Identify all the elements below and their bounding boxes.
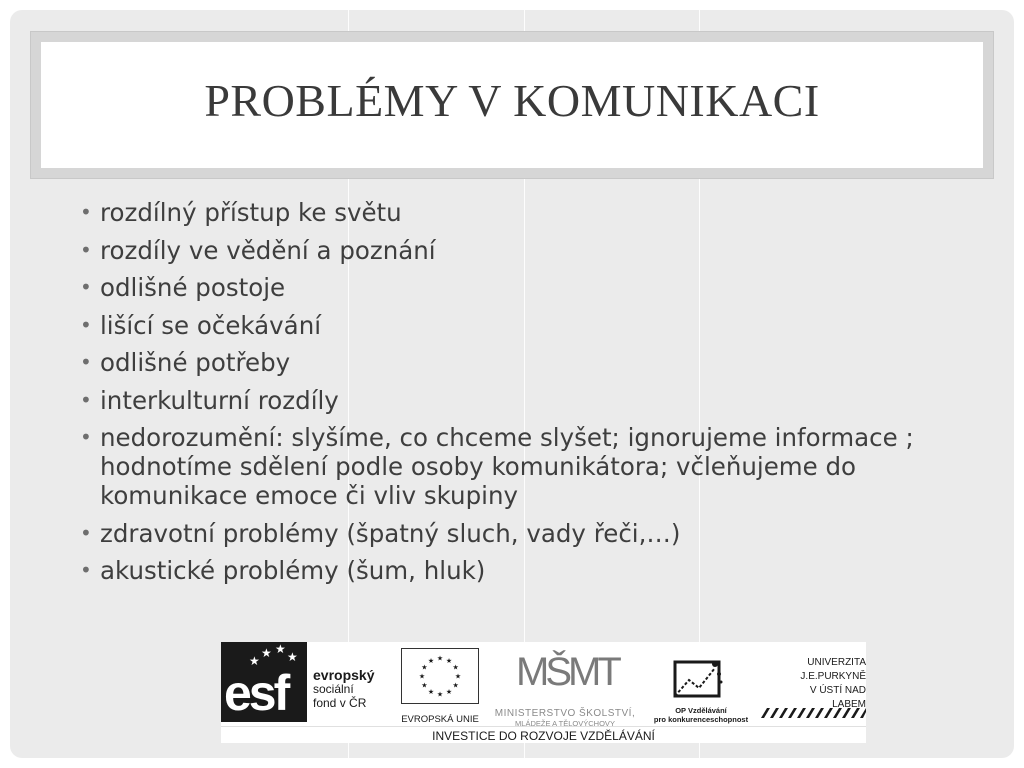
eu-star-icon: ★ (436, 654, 444, 663)
ujep-stripes-icon (761, 708, 866, 718)
eu-star-icon: ★ (452, 681, 459, 690)
slide-title: PROBLÉMY V KOMUNIKACI (204, 75, 820, 126)
bullet-dot-icon: • (80, 200, 92, 224)
msmt-caption-line2: MLÁDEŽE A TĚLOVÝCHOVY (515, 719, 615, 728)
logo-strip (221, 642, 866, 743)
eu-flag-icon (401, 648, 479, 704)
title-box (41, 42, 983, 168)
bullet-item (80, 556, 980, 585)
bullet-dot-icon: • (80, 387, 92, 412)
eu-star-icon: ★ (445, 656, 453, 665)
ujep-line3: V ÚSTÍ NAD LABEM (809, 685, 866, 710)
esf-text (313, 668, 374, 710)
bullet-item (80, 519, 980, 548)
eu-star-icon: ★ (427, 688, 435, 697)
title-frame (30, 31, 994, 179)
eu-star-icon: ★ (427, 656, 435, 665)
eu-star-icon: ★ (421, 681, 428, 690)
bullet-dot-icon: • (80, 312, 92, 337)
bullet-text: lišící se očekávání (100, 310, 322, 340)
star-icon: ★ (287, 650, 298, 664)
bullet-item (80, 198, 980, 227)
ujep-line2: J.E.PURKYNĚ (800, 671, 866, 682)
op-caption-line2: pro konkurenceschopnost (653, 715, 749, 724)
bullet-dot-icon: • (80, 237, 92, 262)
bullet-dot-icon: • (80, 275, 92, 299)
bullet-text: zdravotní problémy (špatný sluch, vady řeči,…) (100, 518, 681, 548)
star-icon: ★ (261, 646, 272, 660)
bullet-text: akustické problémy (šum, hluk) (100, 556, 486, 585)
esf-line1: evropský (313, 667, 375, 683)
eu-caption: EVROPSKÁ UNIE (401, 714, 479, 725)
bullet-dot-icon: • (80, 425, 92, 449)
eu-star-icon: ★ (418, 672, 426, 681)
bullet-item (80, 236, 980, 265)
bullet-text: rozdílný přístup ke světu (100, 198, 402, 227)
logo-strip-footer (221, 726, 866, 744)
op-vk-logo-icon (669, 654, 727, 700)
bullet-text: odlišné postoje (100, 273, 286, 302)
op-caption (651, 706, 751, 724)
bullet-dot-icon: • (80, 350, 92, 374)
bullet-item (80, 423, 980, 510)
bullet-text: rozdíly ve vědění a poznání (100, 235, 436, 265)
bullet-item (80, 273, 980, 302)
eu-star-icon: ★ (445, 688, 453, 697)
msmt-caption-line1: MINISTERSTVO ŠKOLSTVÍ, (494, 708, 636, 719)
logo-strip-footer-text: INVESTICE DO ROZVOJE VZDĚLÁVÁNÍ (432, 729, 655, 743)
eu-star-icon: ★ (452, 663, 459, 672)
esf-line2: sociální (313, 682, 354, 696)
bullet-text: interkulturní rozdíly (100, 385, 339, 415)
slide (10, 10, 1014, 758)
esf-letters: esf (224, 665, 288, 721)
ujep-line1: UNIVERZITA (807, 657, 866, 668)
eu-star-icon: ★ (454, 672, 462, 681)
eu-star-icon: ★ (436, 690, 444, 699)
bullet-dot-icon: • (80, 520, 92, 545)
esf-line3: fond v ČR (313, 696, 367, 710)
bullet-item (80, 348, 980, 377)
star-icon: ★ (275, 642, 286, 656)
ujep-logo (776, 656, 866, 712)
esf-logo (221, 642, 307, 722)
bullet-item (80, 311, 980, 340)
bullet-dot-icon: • (80, 558, 92, 582)
bullet-list (80, 198, 980, 594)
eu-star-icon: ★ (421, 663, 428, 672)
bullet-text: odlišné potřeby (100, 348, 291, 377)
bullet-text: nedorozumění: slyšíme, co chceme slyšet; ignorujeme informace ; hodnotíme sdělení podle osoby komunikátora; včleňujeme do komunikace emoce či vliv skupiny (100, 423, 914, 510)
op-caption-line1: OP Vzdělávání (675, 706, 727, 715)
bullet-item (80, 386, 980, 415)
star-icon: ★ (249, 654, 260, 668)
msmt-logo: MŠMT (516, 650, 618, 694)
